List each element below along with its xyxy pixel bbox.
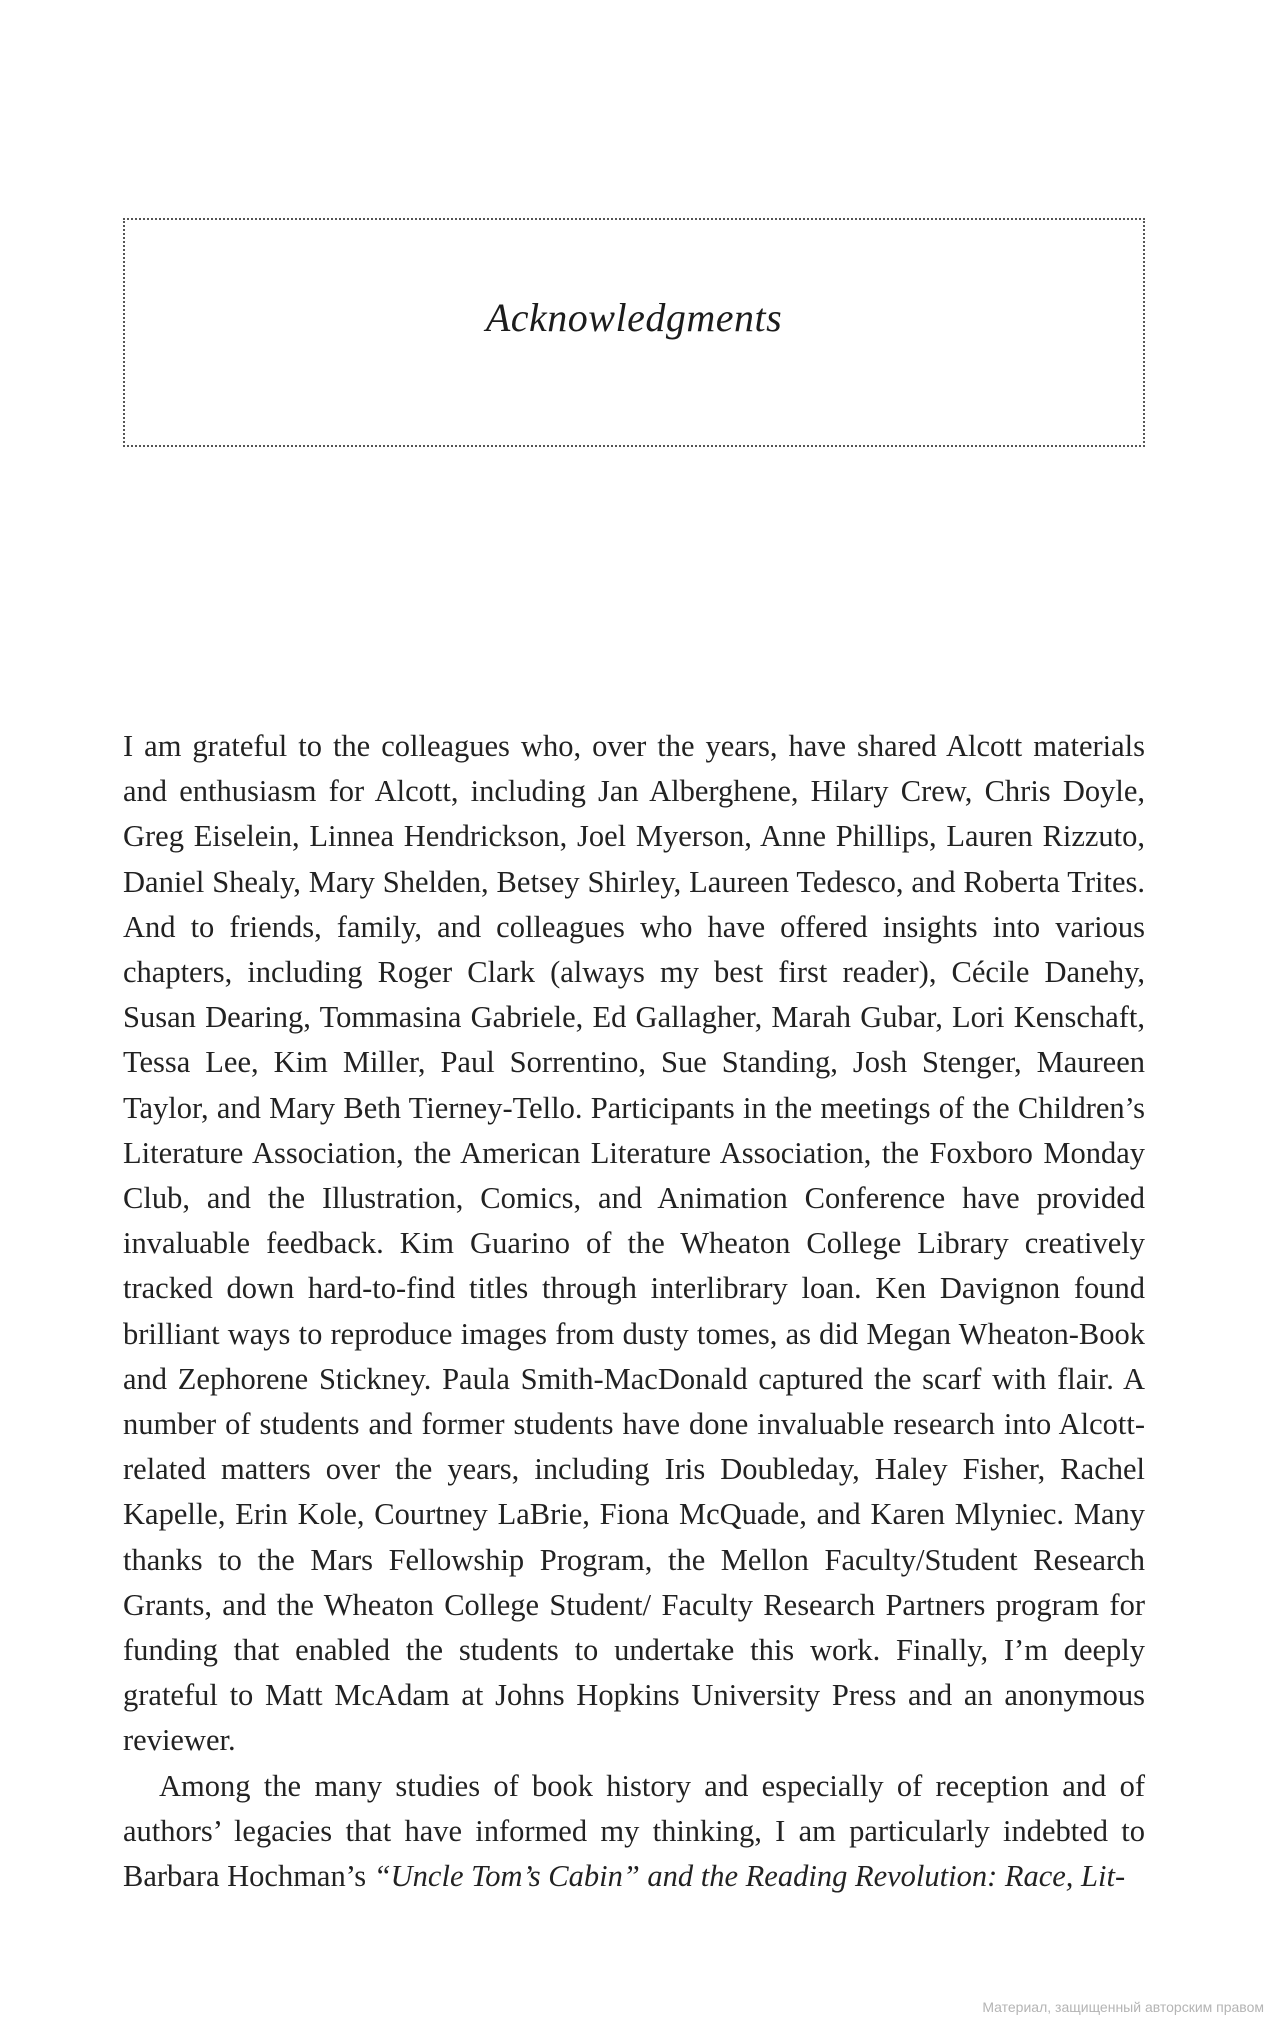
paragraph (123, 1764, 1145, 1900)
chapter-heading-frame (123, 218, 1145, 447)
paragraph: I am grateful to the colleagues who, over the years, have shared Alcott materials and enthusiasm for Alcott, including Jan Alberghene, Hilary Crew, Chris Doyle, Greg Eiselein, Linnea Hendrickson, Joel Myerson, Anne Phillips, Lauren Rizzuto, Daniel Shealy, Mary Shelden, Betsey Shirley, Laureen Tedesco, and Roberta Trites. And to friends, family, and colleagues who have offered insights into various chapters, including Roger Clark (always my best first reader), Cécile Danehy, Susan Dearing, Tommasina Gabriele, Ed Gallagher, Marah Gubar, Lori Kenschaft, Tessa Lee, Kim Miller, Paul Sorrentino, Sue Standing, Josh Stenger, Maureen Taylor, and Mary Beth Tierney-Tello. Participants in the meetings of the Children’s Literature Association, the American Literature Association, the Foxboro Monday Club, and the Illustration, Comics, and Animation Conference have provided invaluable feedback. Kim Guarino of the Wheaton College Library creatively tracked down hard-to-find titles through interlibrary loan. Ken Davignon found brilliant ways to reproduce images from dusty tomes, as did Megan Wheaton-Book and Zephorene Stickney. Paula Smith-MacDonald captured the scarf with flair. A number of students and former students have done invaluable research into Alcott-related matters over the years, including Iris Doubleday, Haley Fisher, Rachel Kapelle, Erin Kole, Courtney LaBrie, Fiona McQuade, and Karen Mlyniec. Many thanks to the Mars Fellowship Program, the Mellon Faculty/Student Research Grants, and the Wheaton College Student/ Faculty Research Partners program for funding that enabled the students to undertake this work. Finally, I’m deeply grateful to Matt McAdam at Johns Hopkins University Press and an anonymous reviewer. (123, 729, 1145, 1758)
body-text (123, 724, 1145, 1899)
book-title: “Uncle Tom’s Cabin” and the Reading Revolution: Race, Lit- (373, 1859, 1126, 1894)
paragraph-text: Among the many studies of book history and especially of reception and of authors’ legacies that have informed my thinking, I am particularly indebted to Barbara Hochman’s (123, 1768, 1145, 1894)
page-title: Acknowledgments (485, 295, 783, 340)
copyright-watermark: Материал, защищенный авторским правом (982, 1999, 1264, 2015)
